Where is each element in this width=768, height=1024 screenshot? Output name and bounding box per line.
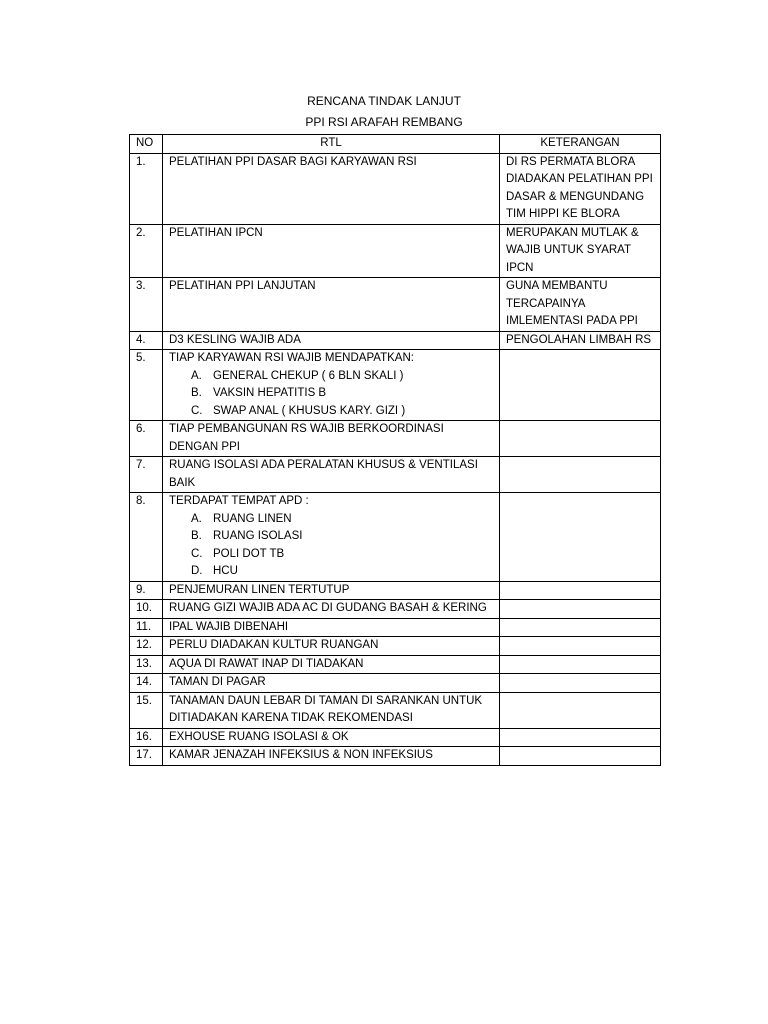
table-row — [130, 600, 661, 619]
cell-keterangan — [500, 747, 661, 766]
cell-keterangan — [500, 600, 661, 619]
table-row — [130, 421, 661, 457]
cell-rtl — [163, 674, 500, 693]
table-row — [130, 728, 661, 747]
cell-keterangan — [500, 421, 661, 457]
table-row — [130, 747, 661, 766]
table-row — [130, 692, 661, 728]
table-row — [130, 655, 661, 674]
cell-no: 14. — [130, 674, 163, 693]
cell-keterangan: MERUPAKAN MUTLAK & WAJIB UNTUK SYARAT IPCN — [500, 224, 661, 278]
cell-rtl — [163, 747, 500, 766]
cell-keterangan — [500, 350, 661, 421]
table-row — [130, 331, 661, 350]
table-row — [130, 153, 661, 224]
cell-keterangan — [500, 618, 661, 637]
cell-rtl — [163, 655, 500, 674]
cell-rtl-text: IPAL WAJIB DIBENAHI — [169, 620, 289, 633]
sub-list-text: RUANG ISOLASI — [213, 530, 303, 542]
cell-rtl — [163, 637, 500, 656]
cell-rtl — [163, 600, 500, 619]
cell-rtl — [163, 421, 500, 457]
sub-list-marker: A. — [191, 512, 202, 525]
sub-list-item — [169, 403, 493, 421]
cell-rtl-text: PERLU DIADAKAN KULTUR RUANGAN — [169, 639, 379, 651]
cell-rtl-text: RUANG GIZI WAJIB ADA AC DI GUDANG BASAH & KERING — [169, 602, 487, 614]
cell-no: 12. — [130, 637, 163, 656]
table-row — [130, 581, 661, 600]
sub-list-text: SWAP ANAL ( KHUSUS KARY. GIZI ) — [213, 404, 406, 417]
cell-no: 3. — [130, 278, 163, 332]
cell-rtl-text: TIAP KARYAWAN RSI WAJIB MENDAPATKAN: — [169, 352, 414, 364]
cell-no: 11. — [130, 618, 163, 637]
cell-no: 15. — [130, 692, 163, 728]
cell-rtl — [163, 493, 500, 582]
cell-keterangan — [500, 493, 661, 582]
cell-no: 16. — [130, 728, 163, 747]
cell-keterangan — [500, 655, 661, 674]
header-no: NO — [130, 135, 163, 154]
sub-list-text: POLI DOT TB — [213, 547, 285, 560]
sub-list — [169, 368, 493, 421]
sub-list — [169, 511, 493, 581]
cell-no: 6. — [130, 421, 163, 457]
table-row — [130, 618, 661, 637]
cell-keterangan — [500, 457, 661, 493]
cell-rtl — [163, 331, 500, 350]
cell-no: 4. — [130, 331, 163, 350]
table-row — [130, 278, 661, 332]
sub-list-text: VAKSIN HEPATITIS B — [213, 387, 327, 399]
table-row — [130, 224, 661, 278]
sub-list-item — [169, 385, 493, 403]
cell-no: 17. — [130, 747, 163, 766]
cell-no: 10. — [130, 600, 163, 619]
cell-rtl-text: PELATIHAN IPCN — [169, 226, 263, 239]
cell-keterangan — [500, 728, 661, 747]
cell-rtl-text: TIAP PEMBANGUNAN RS WAJIB BERKOORDINASI DENGAN PPI — [169, 423, 444, 453]
sub-list-text: GENERAL CHEKUP ( 6 BLN SKALI ) — [213, 369, 404, 382]
cell-rtl-text: D3 KESLING WAJIB ADA — [169, 333, 301, 346]
header-rtl: RTL — [163, 135, 500, 154]
table-header-row — [130, 135, 661, 154]
table-row — [130, 674, 661, 693]
cell-rtl — [163, 350, 500, 421]
cell-keterangan — [500, 692, 661, 728]
sub-list-marker: B. — [191, 387, 202, 399]
cell-no: 2. — [130, 224, 163, 278]
sub-list-item — [169, 563, 493, 581]
cell-rtl-text: AQUA DI RAWAT INAP DI TIADAKAN — [169, 657, 364, 670]
cell-no: 8. — [130, 493, 163, 582]
cell-rtl-text: TERDAPAT TEMPAT APD : — [169, 495, 309, 507]
rtl-table — [129, 134, 661, 766]
cell-rtl-text: TANAMAN DAUN LEBAR DI TAMAN DI SARANKAN UNTUK DITIADAKAN KARENA TIDAK REKOMENDASI — [169, 694, 483, 724]
table-row — [130, 493, 661, 582]
cell-keterangan: DI RS PERMATA BLORA DIADAKAN PELATIHAN PPI DASAR & MENGUNDANG TIM HIPPI KE BLORA — [500, 153, 661, 224]
cell-rtl — [163, 278, 500, 332]
table-body — [130, 153, 661, 765]
sub-list-text: RUANG LINEN — [213, 512, 292, 525]
sub-list-marker: C. — [191, 404, 203, 417]
sub-list-item — [169, 511, 493, 529]
header-keterangan: KETERANGAN — [500, 135, 661, 154]
cell-rtl-text: RUANG ISOLASI ADA PERALATAN KHUSUS & VENTILASI BAIK — [169, 459, 478, 489]
sub-list-marker: B. — [191, 530, 202, 542]
cell-keterangan: GUNA MEMBANTU TERCAPAINYA IMLEMENTASI PADA PPI — [500, 278, 661, 332]
cell-keterangan — [500, 581, 661, 600]
cell-rtl — [163, 153, 500, 224]
table-row — [130, 457, 661, 493]
cell-rtl-text: TAMAN DI PAGAR — [169, 676, 266, 688]
cell-no: 7. — [130, 457, 163, 493]
sub-list-item — [169, 546, 493, 564]
cell-rtl — [163, 618, 500, 637]
document-subtitle: PPI RSI ARAFAH REMBANG — [305, 115, 463, 129]
document-title: RENCANA TINDAK LANJUT — [307, 94, 461, 108]
cell-rtl — [163, 728, 500, 747]
cell-no: 5. — [130, 350, 163, 421]
cell-rtl-text: PENJEMURAN LINEN TERTUTUP — [169, 583, 350, 596]
sub-list-item — [169, 528, 493, 546]
cell-keterangan: PENGOLAHAN LIMBAH RS — [500, 331, 661, 350]
cell-rtl-text: KAMAR JENAZAH INFEKSIUS & NON INFEKSIUS — [169, 749, 433, 761]
cell-no: 9. — [130, 581, 163, 600]
cell-no: 13. — [130, 655, 163, 674]
cell-rtl — [163, 457, 500, 493]
cell-rtl-text: EXHOUSE RUANG ISOLASI & OK — [169, 730, 349, 743]
cell-rtl — [163, 692, 500, 728]
table-row — [130, 350, 661, 421]
sub-list-marker: C. — [191, 547, 203, 560]
cell-rtl-text: PELATIHAN PPI DASAR BAGI KARYAWAN RSI — [169, 155, 417, 168]
sub-list-text: HCU — [213, 565, 238, 577]
table-row — [130, 637, 661, 656]
sub-list-item — [169, 368, 493, 386]
cell-rtl — [163, 581, 500, 600]
sub-list-marker: D. — [191, 565, 203, 577]
cell-keterangan — [500, 674, 661, 693]
cell-keterangan — [500, 637, 661, 656]
sub-list-marker: A. — [191, 369, 202, 382]
cell-rtl — [163, 224, 500, 278]
cell-rtl-text: PELATIHAN PPI LANJUTAN — [169, 280, 316, 292]
cell-no: 1. — [130, 153, 163, 224]
